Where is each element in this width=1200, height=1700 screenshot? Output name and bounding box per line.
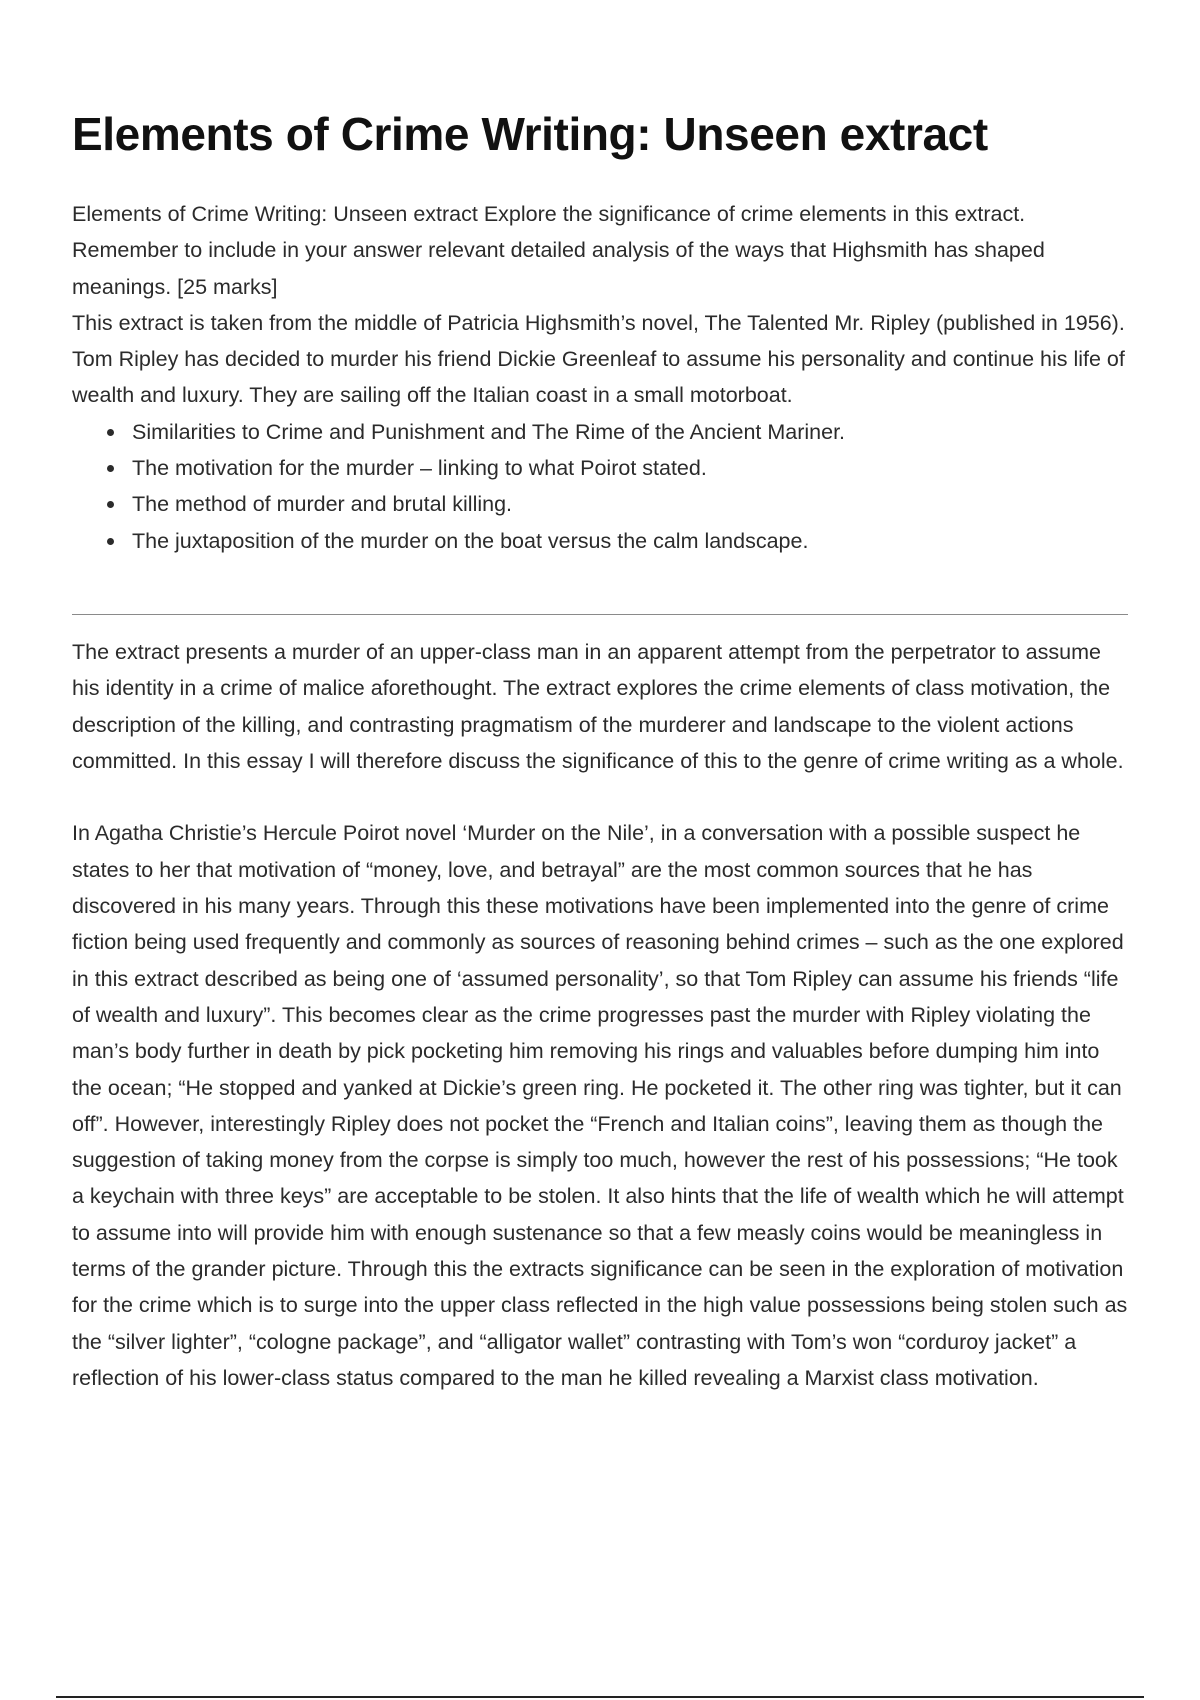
bullet-icon [107,429,114,436]
bullet-icon [107,465,114,472]
essay-paragraph: In Agatha Christie’s Hercule Poirot novel ‘Murder on the Nile’, in a conversation with a possible suspect he states to her that motivation of “money, love, and betrayal” are the most common sources that he has discovered in his many years. Through this these motivations have been implemented into the genre of crime fiction being used frequently and commonly as sources of reasoning behind crimes – such as the one explored in this extract described as being one of ‘assumed personality’, so that Tom Ripley can assume his friends “life of wealth and luxury”. This becomes clear as the crime progresses past the murder with Ripley violating the man’s body further in death by pick pocketing him removing his rings and valuables before dumping him into the ocean; “He stopped and yanked at Dickie’s green ring. He pocketed it. The other ring was tighter, but it can off”. However, interestingly Ripley does not pocket the “French and Italian coins”, leaving them as though the suggestion of taking money from the corpse is simply too much, however the rest of his possessions; “He took a keychain with three keys” are acceptable to be stolen. It also hints that the life of wealth which he will attempt to assume into will provide him with enough sustenance so that a few measly coins would be meaningless in terms of the grander picture. Through this the extracts significance can be seen in the exploration of motivation for the crime which is to surge into the upper class reflected in the high value possessions being stolen such as the “silver lighter”, “cologne package”, and “alligator wallet” contrasting with Tom’s won “corduroy jacket” a reflection of his lower-class status compared to the man he killed revealing a Marxist class motivation. [72,821,1128,1390]
page-bottom-divider [56,1696,1144,1698]
list-item-text: The motivation for the murder – linking to what Poirot stated. [132,456,707,481]
focus-points-list [72,414,1128,559]
bullet-icon [107,538,114,545]
page-title: Elements of Crime Writing: Unseen extract [72,108,988,160]
list-item [132,486,1128,522]
question-text: Elements of Crime Writing: Unseen extract Explore the significance of crime elements in this extract. Remember to include in your answer relevant detailed analysis of the ways that Highsmith has shaped meanings. [25 marks] [72,202,1045,299]
list-item-text: The method of murder and brutal killing. [132,492,513,517]
bullet-icon [107,501,114,508]
list-item-text: The juxtaposition of the murder on the boat versus the calm landscape. [132,528,809,553]
section-divider [72,614,1128,615]
list-item [132,414,1128,450]
essay-paragraph: The extract presents a murder of an upper-class man in an apparent attempt from the perpetrator to assume his identity in a crime of malice aforethought. The extract explores the crime elements of class motivation, the description of the killing, and contrasting pragmatism of the murderer and landscape to the violent actions committed. In this essay I will therefore discuss the significance of this to the genre of crime writing as a whole. [72,640,1124,773]
essay-body [72,634,1128,1396]
list-item [132,450,1128,486]
question-section [72,196,1128,559]
extract-context: This extract is taken from the middle of Patricia Highsmith’s novel, The Talented Mr. Ripley (published in 1956). Tom Ripley has decided to murder his friend Dickie Greenleaf to assume his personality and continue his life of wealth and luxury. They are sailing off the Italian coast in a small motorboat. [72,310,1125,408]
list-item [132,523,1128,559]
list-item-text: Similarities to Crime and Punishment and The Rime of the Ancient Mariner. [132,419,846,444]
